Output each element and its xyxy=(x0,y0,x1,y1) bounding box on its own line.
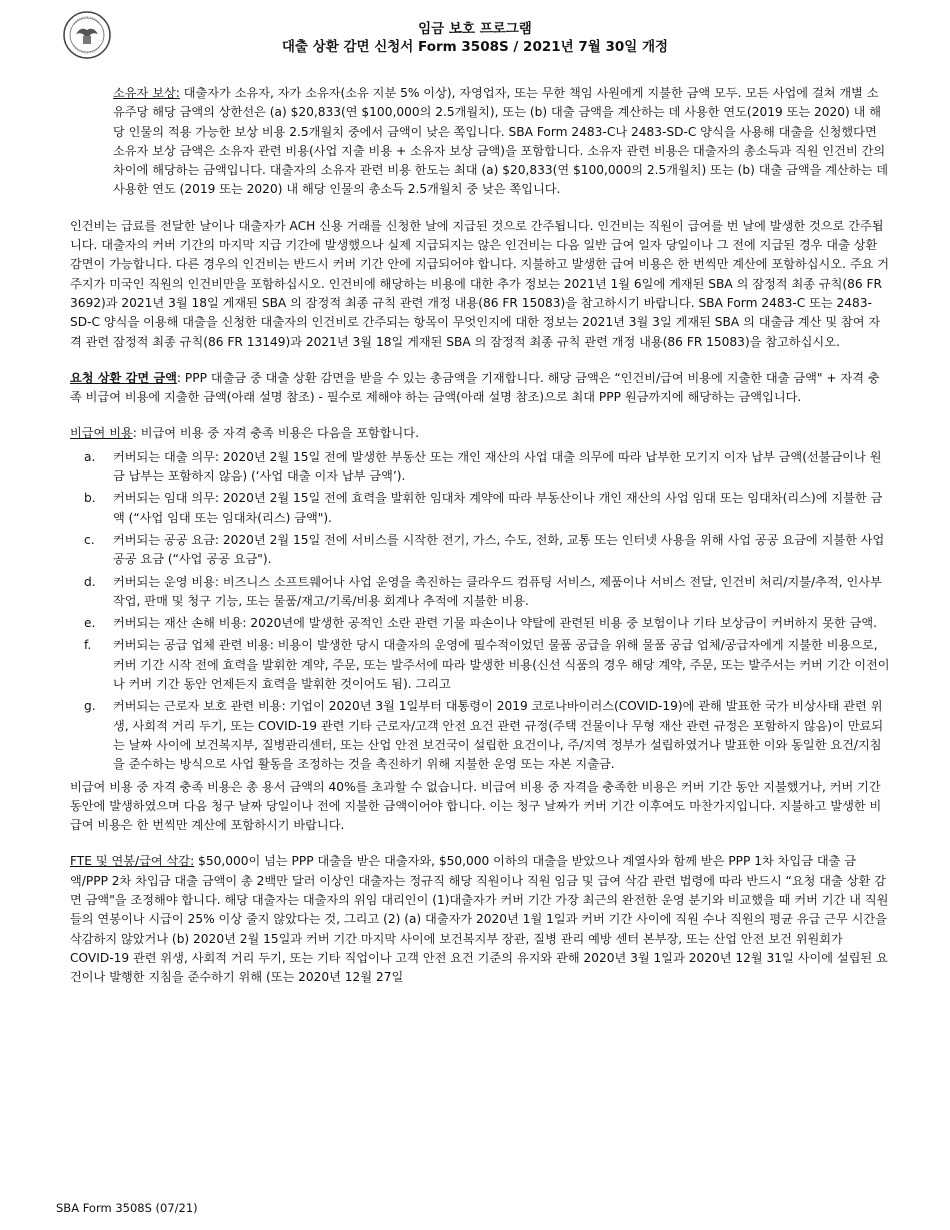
nonpayroll-intro xyxy=(70,424,890,443)
document-body xyxy=(70,84,890,1004)
list-marker: e. xyxy=(84,616,96,631)
list-marker: f. xyxy=(84,638,92,653)
list-item-text: 커버되는 재산 손해 비용: 2020년에 발생한 공적인 소란 관련 기물 파손이나 약탈에 관련된 비용 중 보험이나 기타 보상금이 커버하지 못한 금액. xyxy=(113,616,877,631)
nonpayroll-section xyxy=(70,424,890,835)
form-subtitle: 대출 상환 감면 신청서 Form 3508S / 2021년 7월 30일 개정 xyxy=(281,39,669,55)
list-marker: a. xyxy=(84,449,96,464)
fte-reduction-paragraph xyxy=(70,852,890,987)
list-item-text: 커버되는 운영 비용: 비즈니스 소프트웨어나 사업 운영을 촉진하는 클라우드 컴퓨팅 서비스, 제품이나 서비스 전달, 인건비 처리/지불/추적, 인사부 작업, 판매 및 청구 기능, 또는 물품/재고/기록/비용 회계나 추적에 지불한 비용. xyxy=(113,574,882,608)
list-item xyxy=(70,636,890,694)
list-marker: c. xyxy=(84,532,95,547)
fte-reduction-label: FTE 및 연봉/급여 삭감: xyxy=(70,854,195,869)
list-item xyxy=(70,697,890,774)
list-marker: g. xyxy=(84,699,96,714)
list-item xyxy=(70,573,890,612)
forgiveness-amount-label: 요청 상환 감면 금액 xyxy=(70,370,177,385)
list-item xyxy=(70,531,890,570)
list-marker: d. xyxy=(84,574,96,589)
owner-compensation-label: 소유자 보상: xyxy=(113,86,180,100)
list-item-text: 커버되는 공급 업체 관련 비용: 비용이 발생한 당시 대출자의 운영에 필수적이었던 물품 공급을 위해 물품 공급 업체/공급자에게 지불한 비용으로, 커버 기간 시작 전에 효력을 발휘한 계약, 주문, 또는 발주서에 따라 발생한 비용(신선 식품의 경우 해당 계약, 주문, 또는 발주서는 커버 기간 이전이나 커버 기간 동안 언제든지 효력을 발휘한 것이어도 됨). 그리고 xyxy=(113,638,890,692)
list-marker: b. xyxy=(84,491,96,506)
list-item-text: 커버되는 대출 의무: 2020년 2월 15일 전에 발생한 부동산 또는 개인 재산의 사업 대출 의무에 따라 납부한 모기지 이자 납부 금액(선불금이나 원금 납부는 포함하지 않음) (‘사업 대출 이자 납부 금액’). xyxy=(113,449,882,484)
owner-compensation-paragraph xyxy=(70,84,890,200)
list-item xyxy=(70,489,890,528)
list-item-text: 커버되는 임대 의무: 2020년 2월 15일 전에 효력을 발휘한 임대차 계약에 따라 부동산이나 개인 재산의 사업 임대 또는 임대차(리스)에 지불한 금액 (“사업 임대 또는 임대차(리스) 금액"). xyxy=(113,491,883,525)
form-footer-id: SBA Form 3508S (07/21) xyxy=(56,1201,198,1215)
list-item-text: 커버되는 근로자 보호 관련 비용: 기업이 2020년 3월 1일부터 대통령이 2019 코로나바이러스(COVID-19)에 관해 발표한 국가 비상사태 관련 위생, 사회적 거리 두기, 또는 COVID-19 관련 기타 근로자/고객 안전 요건 관련 규정(주택 건물이나 무형 재산 관련 규정은 포함하지 않음)이 만료되는 날짜 사이에 보건복지부, 질병관리센터, 또는 산업 안전 보건국이 설립한 요건이나, 주/지역 정부가 설립하였거나 발표한 이와 동일한 요건/지침을 준수하는 방식으로 사업 활동을 조정하는 것을 촉진하기 위해 지불한 운영 또는 자본 지출금. xyxy=(113,699,884,772)
forgiveness-amount-paragraph xyxy=(70,369,890,408)
list-item-text: 커버되는 공공 요금: 2020년 2월 15일 전에 서비스를 시작한 전기, 가스, 수도, 전화, 교통 또는 인터넷 사용을 위해 사업 공공 요금에 지불한 사업 공공 요금 (“사업 공공 요금"). xyxy=(113,532,885,567)
nonpayroll-intro-text: : 비급여 비용 중 자격 충족 비용은 다음을 포함합니다. xyxy=(132,426,419,441)
fte-reduction-text: $50,000이 넘는 PPP 대출을 받은 대출자와, $50,000 이하의 대출을 받았으나 계열사와 함께 받은 PPP 1차 차입금 대출 금액/PPP 2차 차입금 대출 금액이 총 2백만 달러 이상인 대출자는 정규직 해당 직원이나 직원 임금 및 급여 삭감 관련 법령에 따라 반드시 “요청 대출 상환 감면 금액"을 조정해야 합니다. 해당 대출자는 대출자의 위임 대리인이 (1)대출자가 커버 기간 가장 최근의 완전한 운영 분기와 비교했을 때 커버 기간 내 직원들의 연봉이나 시급이 25% 이상 줄지 않았다는 것, 그리고 (2) (a) 대출자가 2020년 1월 1일과 커버 기간 사이에 직원 수나 직원의 평균 유급 근무 시간을 삭감하지 않았거나 (b) 2020년 2월 15일과 커버 기간 마지막 사이에 보건복지부 장관, 질병 관리 예방 센터 본부장, 또는 산업 안전 보건 위원회가 COVID-19 관련 위생, 사회적 거리 두기, 또는 기타 직업이나 고객 안전 요건 기준의 유지와 관해 2020년 3월 1일과 2020년 12월 31일 사이에 설립된 요건이나 발행한 지침을 준수하기 위해 (또는 2020년 12월 27일 xyxy=(70,854,889,985)
program-title: 임금 보호 프로그램 xyxy=(418,21,532,37)
document-header xyxy=(0,20,950,57)
nonpayroll-closing-paragraph: 비급여 비용 중 자격 충족 비용은 총 용서 금액의 40%를 초과할 수 없습니다. 비급여 비용 중 자격을 충족한 비용은 커버 기간 동안 지불했거나, 커버 기간 동안에 발생하였으며 다음 청구 날짜 당일이나 전에 지불한 금액이어야 합니다. 이는 청구 날짜가 커버 기간 이후여도 마찬가지입니다. 지불하고 발생한 비급여 비용은 한 번씩만 계산에 포함하시기 바랍니다. xyxy=(70,779,882,833)
list-item xyxy=(70,614,890,633)
forgiveness-amount-text: : PPP 대출금 중 대출 상환 감면을 받을 수 있는 총금액을 기재합니다. 해당 금액은 “인건비/급여 비용에 지출한 대출 금액" + 자격 충족 비급여 비용에 지출한 금액(아래 설명 참조) - 필수로 제해야 하는 금액(아래 설명 참조)으로 최대 PPP 원금까지에 해당하는 금액입니다. xyxy=(70,370,880,405)
nonpayroll-label: 비급여 비용 xyxy=(70,426,133,441)
list-item xyxy=(70,448,890,487)
owner-compensation-text: 대출자가 소유자, 자가 소유자(소유 지분 5% 이상), 자영업자, 또는 무한 책임 사원에게 지불한 금액 모두. 모든 사업에 걸쳐 개별 소유주당 해당 금액의 상한선은 (a) $20,833(연 $100,000의 2.5개월치), 또는 (b) 대출 금액을 계산하는 데 사용한 연도(2019 또는 2020) 내 해당 인물의 적용 가능한 보상 비용 2.5개월치 중에서 금액이 낮은 쪽입니다. SBA Form 2483-C나 2483-SD-C 양식을 사용해 대출을 신청했다면 소유자 보상 금액은 소유자 관련 비용(사업 지출 비용 + 소유자 보상 금액)을 포함합니다. 소유자 관련 비용은 대출자의 총소득과 직원 인건비 간의 차이에 해당하는 금액입니다. 대출자의 소유자 관련 비용 한도는 최대 (a) $20,833(연 $100,000의 2.5개월치) 또는 (b) 대출 금액을 계산하는 데 사용한 연도 (2019 또는 2020) 내 해당 인물의 총소득 2.5개월치 중 낮은 쪽입니다. xyxy=(113,86,889,197)
payroll-costs-paragraph: 인건비는 급료를 전달한 날이나 대출자가 ACH 신용 거래를 신청한 날에 지급된 것으로 간주됩니다. 인건비는 직원이 급여를 번 날에 발생한 것으로 간주됩니다. 대출자의 커버 기간의 마지막 지급 기간에 발생했으나 실제 지급되지는 않은 인건비는 다음 일반 급여 일자 당일이나 그 전에 지급된 경우 대출 상환 감면이 가능합니다. 다른 경우의 인건비는 반드시 커버 기간 안에 지급되어야 합니다. 지불하고 발생한 급여 비용은 한 번씩만 계산에 포함하십시오. 주요 거주지가 미국인 직원의 인건비만을 포함하십시오. 인건비에 해당하는 비용에 대한 추가 정보는 2021년 1월 6일에 게재된 SBA 의 잠정적 최종 규칙(86 FR 3692)과 2021년 3월 18일 게재된 SBA 의 잠정적 최종 규칙 관련 개정 내용(86 FR 15083)을 참고하시기 바랍니다. SBA Form 2483-C 또는 2483-SD-C 양식을 이용해 대출을 신청한 대출자의 인건비로 간주되는 항목이 무엇인지에 대한 정보는 2021년 3월 3일 게재된 SBA 의 대출금 계산 및 참여 자격 관련 잠정적 최종 규칙(86 FR 13149)과 2021년 3월 18일 게재된 SBA 의 잠정적 최종 규칙 관련 개정 내용(86 FR 15083)을 참고하십시오. xyxy=(70,218,890,349)
nonpayroll-cost-list xyxy=(70,448,890,775)
